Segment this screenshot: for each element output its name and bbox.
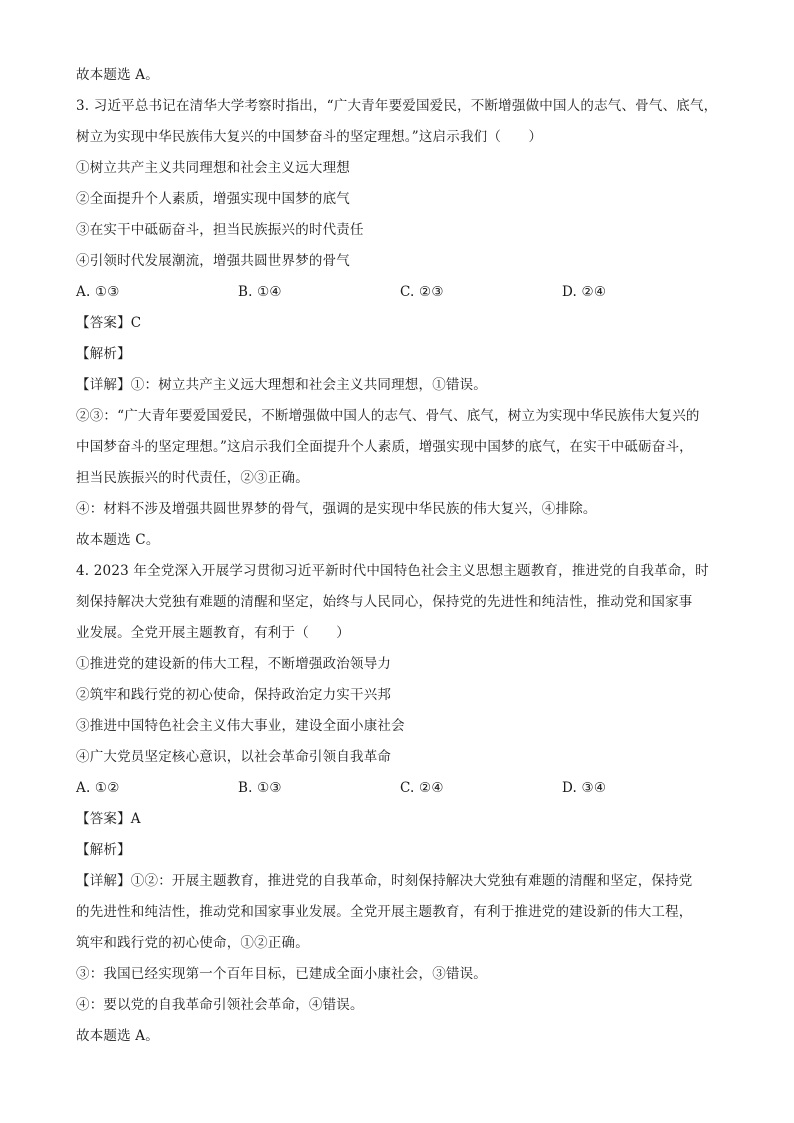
q3-item-1: ①树立共产主义共同理想和社会主义远大理想 bbox=[76, 160, 350, 176]
q3-option-a: A. ①③ bbox=[76, 284, 120, 300]
q4-option-a: A. ①② bbox=[76, 780, 120, 796]
q3-detail-line-2: ②③：“广大青年要爱国爱民，不断增强做中国人的志气、骨气、底气，树立为实现中华民族伟大复兴的 bbox=[76, 408, 700, 424]
q3-item-4: ④引领时代发展潮流，增强共圆世界梦的骨气 bbox=[76, 253, 350, 269]
q3-item-3: ③在实干中砥砺奋斗，担当民族振兴的时代责任 bbox=[76, 222, 364, 238]
q4-conclusion: 故本题选 A。 bbox=[76, 1028, 159, 1044]
q4-detail-line-1: 【详解】①②：开展主题教育，推进党的自我革命，时刻保持解决大党独有难题的清醒和坚定，保持党 bbox=[76, 873, 693, 889]
q3-detail-line-4: 担当民族振兴的时代责任，②③正确。 bbox=[76, 470, 309, 486]
q4-answer: 【答案】A bbox=[76, 811, 141, 827]
q2-conclusion: 故本题选 A。 bbox=[76, 67, 159, 83]
q4-item-1: ①推进党的建设新的伟大工程，不断增强政治领导力 bbox=[76, 656, 392, 672]
q3-option-c: C. ②③ bbox=[400, 284, 444, 300]
q3-detail-line-1: 【详解】①：树立共产主义远大理想和社会主义共同理想，①错误。 bbox=[76, 377, 487, 393]
q3-option-d: D. ②④ bbox=[562, 284, 607, 300]
q4-option-b: B. ①③ bbox=[238, 780, 282, 796]
q4-detail-line-4: ③：我国已经实现第一个百年目标，已建成全面小康社会，③错误。 bbox=[76, 966, 487, 982]
q3-detail-line-5: ④：材料不涉及增强共圆世界梦的骨气，强调的是实现中华民族的伟大复兴，④排除。 bbox=[76, 501, 597, 517]
q3-conclusion: 故本题选 C。 bbox=[76, 532, 160, 548]
q4-item-3: ③推进中国特色社会主义伟大事业，建设全面小康社会 bbox=[76, 718, 405, 734]
q4-option-c: C. ②④ bbox=[400, 780, 444, 796]
document-page bbox=[76, 60, 726, 1052]
q3-options bbox=[76, 277, 726, 308]
q3-item-2: ②全面提升个人素质，增强实现中国梦的底气 bbox=[76, 191, 350, 207]
q3-detail-line-3: 中国梦奋斗的坚定理想。”这启示我们全面提升个人素质，增强实现中国梦的底气，在实干中砥砺奋斗， bbox=[76, 439, 693, 455]
q3-answer: 【答案】C bbox=[76, 315, 142, 331]
q4-item-4: ④广大党员坚定核心意识，以社会革命引领自我革命 bbox=[76, 749, 392, 765]
q4-options bbox=[76, 773, 726, 804]
q4-item-2: ②筑牢和践行党的初心使命，保持政治定力实干兴邦 bbox=[76, 687, 392, 703]
q3-stem-line-1: 3. 习近平总书记在清华大学考察时指出，“广大青年要爱国爱民，不断增强做中国人的志气、骨气、底气， bbox=[76, 98, 718, 114]
q4-detail-line-3: 筑牢和践行党的初心使命，①②正确。 bbox=[76, 935, 309, 951]
q4-detail-line-5: ④：要以党的自我革命引领社会革命，④错误。 bbox=[76, 997, 364, 1013]
q4-stem-line-3: 业发展。全党开展主题教育，有利于（ ） bbox=[76, 625, 350, 641]
q3-analysis-label: 【解析】 bbox=[76, 346, 131, 362]
q4-analysis-label: 【解析】 bbox=[76, 842, 131, 858]
q4-detail-line-2: 的先进性和纯洁性，推动党和国家事业发展。全党开展主题教育，有利于推进党的建设新的伟大工程， bbox=[76, 904, 693, 920]
q4-stem-line-1: 4. 2023 年全党深入开展学习贯彻习近平新时代中国特色社会主义思想主题教育，推进党的自我革命，时 bbox=[76, 563, 709, 579]
q4-option-d: D. ③④ bbox=[562, 780, 607, 796]
q4-stem-line-2: 刻保持解决大党独有难题的清醒和坚定，始终与人民同心，保持党的先进性和纯洁性，推动党和国家事 bbox=[76, 594, 693, 610]
q3-stem-line-2: 树立为实现中华民族伟大复兴的中国梦奋斗的坚定理想。”这启示我们（ ） bbox=[76, 129, 543, 145]
q3-option-b: B. ①④ bbox=[238, 284, 282, 300]
